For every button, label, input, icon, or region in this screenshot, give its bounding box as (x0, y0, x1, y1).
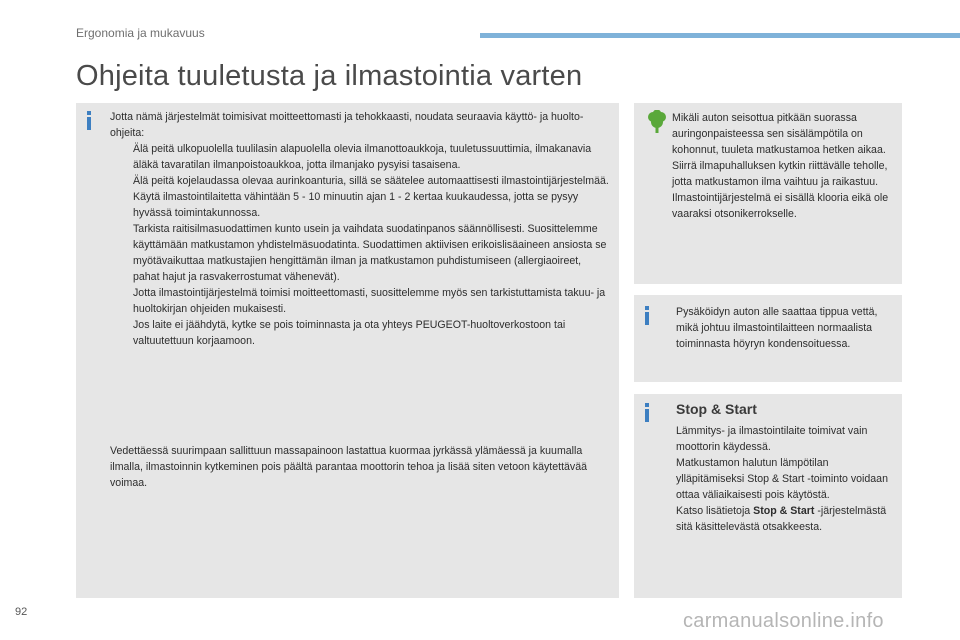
eco-text: Mikäli auton seisottua pitkään suorassa auringonpaisteessa sen sisälämpötila on kohonnut, tuuleta matkustamoa hetken aikaa. Siirrä ilmapuhalluksen kytkin riittävälle teholle, jotta matkustamon ilma vaihtuu ja raikastuu. Ilmastointijärjestelmä ei sisällä klooria eikä ole vaaraksi otsonikerrokselle. (672, 112, 889, 220)
eco-info-panel (634, 103, 902, 284)
main-info-panel (76, 103, 619, 598)
main-instructions (110, 109, 610, 349)
page-title: Ohjeita tuuletusta ja ilmastointia varten (76, 60, 583, 92)
parking-text: Pysäköidyn auton alle saattaa tippua vettä, mikä johtuu ilmastointilaitteen normaalista toiminnasta höyryn kondensoituessa. (676, 306, 878, 350)
list-item: Käytä ilmastointilaitetta vähintään 5 - 10 minuutin ajan 1 - 2 kertaa kuukaudessa, jotta se pysyy hyvässä toimintakunnossa. (133, 191, 579, 219)
towing-note: Vedettäessä suurimpaan sallittuun massapainoon lastattua kuormaa jyrkässä ylämäessä ja kuumalla ilmalla, ilmastoinnin kytkeminen pois päältä parantaa moottorin tehoa ja lisää siten vetoon käytettävää voimaa. (110, 445, 587, 489)
leaf-icon (647, 110, 667, 134)
list-item: Jos laite ei jäähdytä, kytke se pois toiminnasta ja ota yhteys PEUGEOT-huoltoverkostoon tai valtuutettuun korjaamoon. (133, 319, 566, 347)
info-icon (86, 111, 92, 130)
info-icon (644, 306, 650, 325)
stop-start-title: Stop & Start (676, 401, 757, 417)
parking-info-panel (634, 295, 902, 382)
watermark: carmanualsonline.info (683, 610, 884, 632)
list-item: Älä peitä kojelaudassa olevaa aurinkoanturia, sillä se säätelee automaattisesti ilmastointijärjestelmää. (133, 175, 609, 187)
instruction-list (110, 141, 610, 349)
page-number: 92 (15, 606, 28, 618)
section-label: Ergonomia ja mukavuus (76, 26, 205, 40)
header-accent-bar (480, 33, 960, 38)
stop-start-text: Lämmitys- ja ilmastointilaite toimivat vain moottorin käydessä. Matkustamon halutun lämpötilan ylläpitämiseksi Stop & Start -toiminto voidaan ottaa väliaikaisesti pois käytöstä. Katso lisätietoja Stop & Start -järjestelmästä sitä käsittelevästä otsakkeesta. (676, 423, 896, 535)
intro-text: Jotta nämä järjestelmät toimisivat moitteettomasti ja tehokkaasti, noudata seuraavia käyttö- ja huolto-ohjeita: (110, 111, 584, 139)
list-item: Älä peitä ulkopuolella tuulilasin alapuolella olevia ilmanottoaukkoja, tuuletussuuttimia, ilmakanavia äläkä tavaratilan ilmanpoistoaukkoa, jotta ilmanjako pysyisi tasaisena. (133, 143, 592, 171)
list-item: Tarkista raitisilmasuodattimen kunto usein ja vaihdata suodatinpanos säännöllisesti. Suosittelemme käyttämään matkustamon yhdistelmäsuodatinta. Suodattimen aktiivisen erikoislisäaineen ansiosta se myötävaikuttaa matkustajien hengittämän ilman ja matkustamon puhdistumiseen (allergiaoireet, pahat hajut ja rasvakerrostumat vähenevät). (133, 223, 607, 283)
stop-start-reference: Katso lisätietoja Stop & Start -järjestelmästä sitä käsittelevästä otsakkeesta. (676, 505, 887, 533)
info-icon (644, 403, 650, 422)
stop-start-panel (634, 394, 902, 598)
list-item: Jotta ilmastointijärjestelmä toimisi moitteettomasti, suosittelemme myös sen tarkistuttamista takuu- ja huoltokirjan ohjeiden mukaisesti. (133, 287, 606, 315)
